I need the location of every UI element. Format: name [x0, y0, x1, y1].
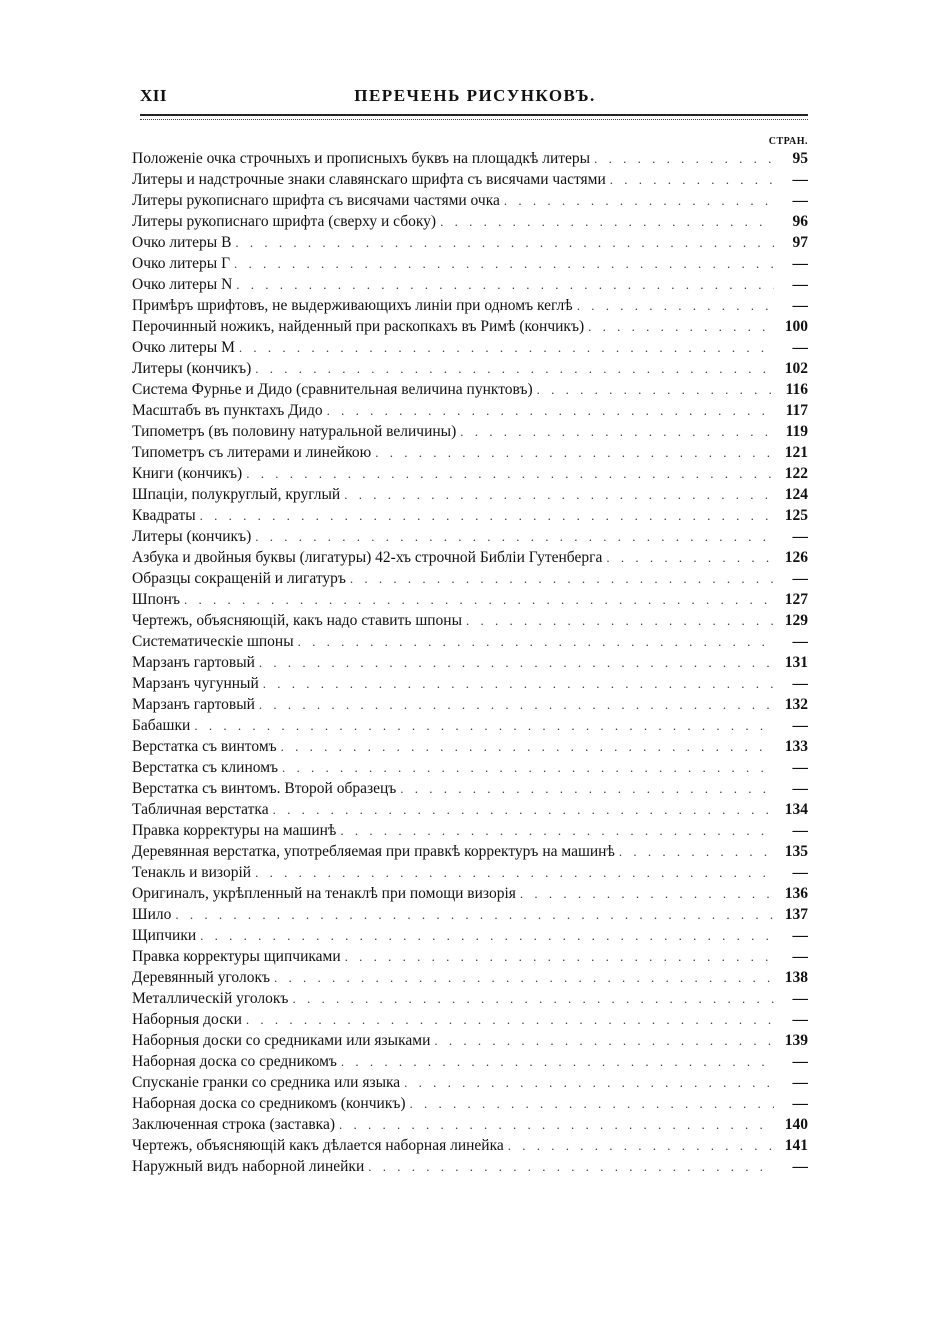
toc-entry — [132, 736, 808, 757]
dot-leader — [292, 988, 774, 1009]
dot-leader — [404, 1072, 774, 1093]
dot-leader — [194, 715, 774, 736]
toc-entry-title: Литеры (кончикъ) — [132, 360, 252, 377]
dot-leader — [255, 862, 774, 883]
dot-leader — [327, 400, 774, 421]
dot-leader — [460, 421, 774, 442]
toc-entry-title: Масштабъ въ пунктахъ Дидо — [132, 402, 323, 419]
toc-entry-title: Наружный видъ наборной линейки — [132, 1158, 365, 1175]
toc-entry-page: — — [792, 990, 808, 1007]
dot-leader — [375, 442, 774, 463]
toc-entry-page: 100 — [784, 318, 808, 335]
toc-entry — [132, 169, 808, 190]
dot-leader — [508, 1135, 774, 1156]
toc-entry — [132, 526, 808, 547]
toc-entry-page: — — [792, 633, 808, 650]
dot-leader — [345, 946, 774, 967]
toc-entry-title: Наборныя доски со средниками или языками — [132, 1032, 431, 1049]
toc-entry — [132, 652, 808, 673]
dot-leader — [255, 358, 774, 379]
toc-entry — [132, 841, 808, 862]
dot-leader — [259, 652, 774, 673]
toc-entry — [132, 610, 808, 631]
toc-entry — [132, 295, 808, 316]
dot-leader — [577, 295, 774, 316]
toc-entry — [132, 1156, 808, 1177]
dot-leader — [619, 841, 774, 862]
toc-entry — [132, 442, 808, 463]
dot-leader — [440, 211, 774, 232]
toc-entry-page: — — [792, 717, 808, 734]
dot-leader — [606, 547, 774, 568]
toc-entry-title: Шило — [132, 906, 172, 923]
dot-leader — [344, 484, 774, 505]
toc-entry — [132, 925, 808, 946]
toc-entry — [132, 253, 808, 274]
toc-entry-page: 95 — [792, 150, 808, 167]
toc-entry — [132, 778, 808, 799]
dot-leader — [273, 799, 774, 820]
toc-entry-page: — — [792, 780, 808, 797]
toc-entry-title: Литеры рукописнаго шрифта (сверху и сбоку) — [132, 213, 437, 230]
toc-entry — [132, 505, 808, 526]
toc-entry-page: 135 — [784, 843, 808, 860]
toc-entry-title: Заключенная строка (заставка) — [132, 1116, 335, 1133]
toc-entry-title: Очко литеры М — [132, 339, 235, 356]
toc-entry-title: Марзанъ гартовый — [132, 654, 255, 671]
dot-leader — [246, 1009, 774, 1030]
dot-leader — [588, 316, 774, 337]
toc-entry-page: — — [792, 339, 808, 356]
dot-leader — [410, 1093, 774, 1114]
toc-entry-page: 96 — [792, 213, 808, 230]
toc-entry — [132, 904, 808, 925]
table-of-figures — [132, 148, 808, 1177]
toc-entry — [132, 1051, 808, 1072]
dot-leader — [368, 1156, 774, 1177]
toc-entry — [132, 568, 808, 589]
dot-leader — [274, 967, 774, 988]
toc-entry-title: Верстатка съ винтомъ — [132, 738, 277, 755]
toc-entry-title: Верстатка съ клиномъ — [132, 759, 279, 776]
toc-entry-page: 121 — [784, 444, 808, 461]
toc-entry — [132, 631, 808, 652]
dot-leader — [340, 820, 774, 841]
toc-entry-page: — — [792, 276, 808, 293]
toc-entry — [132, 1093, 808, 1114]
toc-entry-page: 138 — [784, 969, 808, 986]
toc-entry-page: 137 — [784, 906, 808, 923]
toc-entry-title: Очко литеры Г — [132, 255, 231, 272]
toc-entry-page: — — [792, 1011, 808, 1028]
toc-entry-page: 141 — [784, 1137, 808, 1154]
toc-entry-page: — — [792, 675, 808, 692]
toc-entry-page: — — [792, 1158, 808, 1175]
toc-entry-title: Наборная доска со средникомъ — [132, 1053, 337, 1070]
toc-entry-title: Книги (кончикъ) — [132, 465, 243, 482]
toc-entry — [132, 190, 808, 211]
toc-entry-title: Правка корректуры щипчиками — [132, 948, 341, 965]
toc-entry-page: — — [792, 1053, 808, 1070]
toc-entry-page: — — [792, 927, 808, 944]
toc-entry-title: Очко литеры N — [132, 276, 233, 293]
toc-entry-page: 126 — [784, 549, 808, 566]
header-rule-ornament — [140, 119, 808, 120]
toc-entry-page: 131 — [784, 654, 808, 671]
dot-leader — [504, 190, 774, 211]
toc-entry-page: 133 — [784, 738, 808, 755]
toc-entry — [132, 1009, 808, 1030]
dot-leader — [200, 925, 774, 946]
toc-entry-page: — — [792, 1074, 808, 1091]
toc-entry — [132, 358, 808, 379]
toc-entry-title: Типометръ (въ половину натуральной величины) — [132, 423, 457, 440]
dot-leader — [298, 631, 774, 652]
toc-entry-title: Металлическій уголокъ — [132, 990, 289, 1007]
toc-entry-title: Оригиналъ, укрѣпленный на тенаклѣ при помощи визорія — [132, 885, 516, 902]
dot-leader — [339, 1114, 774, 1135]
toc-entry-page: 124 — [784, 486, 808, 503]
dot-leader — [282, 757, 774, 778]
toc-entry-page: 116 — [785, 381, 808, 398]
toc-entry-title: Положеніе очка строчныхъ и прописныхъ буквъ на площадкѣ литеры — [132, 150, 591, 167]
toc-entry-page: 97 — [792, 234, 808, 251]
dot-leader — [520, 883, 774, 904]
toc-entry-page: — — [792, 255, 808, 272]
toc-entry-title: Типометръ съ литерами и линейкою — [132, 444, 372, 461]
toc-entry-title: Деревянный уголокъ — [132, 969, 270, 986]
toc-entry-page: — — [792, 297, 808, 314]
toc-entry — [132, 337, 808, 358]
dot-leader — [259, 694, 774, 715]
toc-entry — [132, 1030, 808, 1051]
toc-entry-title: Литеры и надстрочные знаки славянскаго шрифта съ висячами частями — [132, 171, 606, 188]
toc-entry-title: Примѣръ шрифтовъ, не выдерживающихъ линіи при одномъ кеглѣ — [132, 297, 573, 314]
toc-entry-title: Табличная верстатка — [132, 801, 269, 818]
toc-entry-page: — — [792, 864, 808, 881]
toc-entry — [132, 715, 808, 736]
dot-leader — [200, 505, 774, 526]
toc-entry-page: 134 — [784, 801, 808, 818]
dot-leader — [466, 610, 774, 631]
toc-entry-title: Тенакль и визорій — [132, 864, 252, 881]
dot-leader — [350, 568, 774, 589]
toc-entry — [132, 1072, 808, 1093]
toc-entry — [132, 547, 808, 568]
dot-leader — [434, 1030, 774, 1051]
toc-entry-title: Верстатка съ винтомъ. Второй образецъ — [132, 780, 397, 797]
dot-leader — [400, 778, 774, 799]
dot-leader — [236, 274, 774, 295]
toc-entry-title: Наборная доска со средникомъ (кончикъ) — [132, 1095, 406, 1112]
running-title: ПЕРЕЧЕНЬ РИСУНКОВЪ. — [354, 86, 596, 105]
toc-entry-page: — — [792, 570, 808, 587]
dot-leader — [263, 673, 774, 694]
toc-entry-title: Наборныя доски — [132, 1011, 242, 1028]
toc-entry-title: Азбука и двойныя буквы (лигатуры) 42-хъ строчной Библіи Гутенберга — [132, 549, 603, 566]
toc-entry — [132, 1114, 808, 1135]
toc-entry-page: 122 — [784, 465, 808, 482]
toc-entry-title: Марзанъ гартовый — [132, 696, 255, 713]
dot-leader — [281, 736, 774, 757]
toc-entry — [132, 400, 808, 421]
dot-leader — [175, 904, 774, 925]
toc-entry — [132, 379, 808, 400]
toc-entry-title: Шпаціи, полукруглый, круглый — [132, 486, 341, 503]
toc-entry — [132, 211, 808, 232]
toc-entry — [132, 1135, 808, 1156]
dot-leader — [235, 232, 774, 253]
toc-entry-page: — — [792, 1095, 808, 1112]
toc-entry — [132, 421, 808, 442]
toc-entry-page: 102 — [784, 360, 808, 377]
dot-leader — [234, 253, 774, 274]
toc-entry — [132, 148, 808, 169]
toc-entry — [132, 988, 808, 1009]
toc-entry-page: — — [792, 528, 808, 545]
toc-entry-title: Квадраты — [132, 507, 196, 524]
toc-entry — [132, 820, 808, 841]
toc-entry-title: Систематическіе шпоны — [132, 633, 294, 650]
dot-leader — [537, 379, 774, 400]
toc-entry — [132, 463, 808, 484]
toc-entry-title: Чертежъ, объясняющій, какъ надо ставить шпоны — [132, 612, 463, 629]
toc-entry-title: Перочинный ножикъ, найденный при раскопкахъ въ Римѣ (кончикъ) — [132, 318, 585, 335]
toc-entry-page: 119 — [785, 423, 808, 440]
toc-entry-title: Бабашки — [132, 717, 191, 734]
dot-leader — [255, 526, 774, 547]
toc-entry-page: — — [792, 948, 808, 965]
toc-entry-page: 136 — [784, 885, 808, 902]
toc-entry-page: — — [792, 192, 808, 209]
dot-leader — [594, 148, 774, 169]
toc-entry — [132, 862, 808, 883]
toc-entry-title: Система Фурнье и Дидо (сравнительная величина пунктовъ) — [132, 381, 533, 398]
dot-leader — [184, 589, 774, 610]
dot-leader — [610, 169, 774, 190]
toc-entry — [132, 673, 808, 694]
toc-entry-title: Очко литеры В — [132, 234, 232, 251]
page-number: XII — [140, 86, 168, 105]
dot-leader — [341, 1051, 774, 1072]
toc-entry — [132, 946, 808, 967]
toc-entry — [132, 694, 808, 715]
toc-entry-title: Литеры рукописнаго шрифта съ висячами частями очка — [132, 192, 500, 209]
toc-entry-page: — — [792, 822, 808, 839]
header-rule — [140, 114, 808, 116]
toc-entry-page: 139 — [784, 1032, 808, 1049]
dot-leader — [239, 337, 774, 358]
toc-entry — [132, 883, 808, 904]
toc-entry-title: Правка корректуры на машинѣ — [132, 822, 337, 839]
toc-entry — [132, 757, 808, 778]
toc-entry-page: 125 — [784, 507, 808, 524]
toc-entry-title: Чертежъ, объясняющій какъ дѣлается наборная линейка — [132, 1137, 504, 1154]
toc-entry — [132, 967, 808, 988]
toc-entry-page: — — [792, 171, 808, 188]
toc-entry-page: 129 — [784, 612, 808, 629]
toc-entry — [132, 799, 808, 820]
toc-entry-page: 132 — [784, 696, 808, 713]
toc-entry — [132, 274, 808, 295]
dot-leader — [246, 463, 774, 484]
toc-entry — [132, 589, 808, 610]
toc-entry — [132, 484, 808, 505]
toc-entry-title: Щипчики — [132, 927, 197, 944]
toc-entry-title: Спусканіе гранки со средника или языка — [132, 1074, 401, 1091]
toc-entry-page: 127 — [784, 591, 808, 608]
toc-entry-title: Деревянная верстатка, употребляемая при правкѣ корректуръ на машинѣ — [132, 843, 615, 860]
toc-entry-title: Литеры (кончикъ) — [132, 528, 252, 545]
toc-entry — [132, 232, 808, 253]
toc-entry — [132, 316, 808, 337]
page-column-label: СТРАН. — [768, 136, 808, 147]
toc-entry-page: 140 — [784, 1116, 808, 1133]
toc-entry-title: Марзанъ чугунный — [132, 675, 259, 692]
toc-entry-title: Образцы сокращеній и лигатуръ — [132, 570, 346, 587]
toc-entry-page: 117 — [785, 402, 808, 419]
toc-entry-title: Шпонъ — [132, 591, 180, 608]
toc-entry-page: — — [792, 759, 808, 776]
